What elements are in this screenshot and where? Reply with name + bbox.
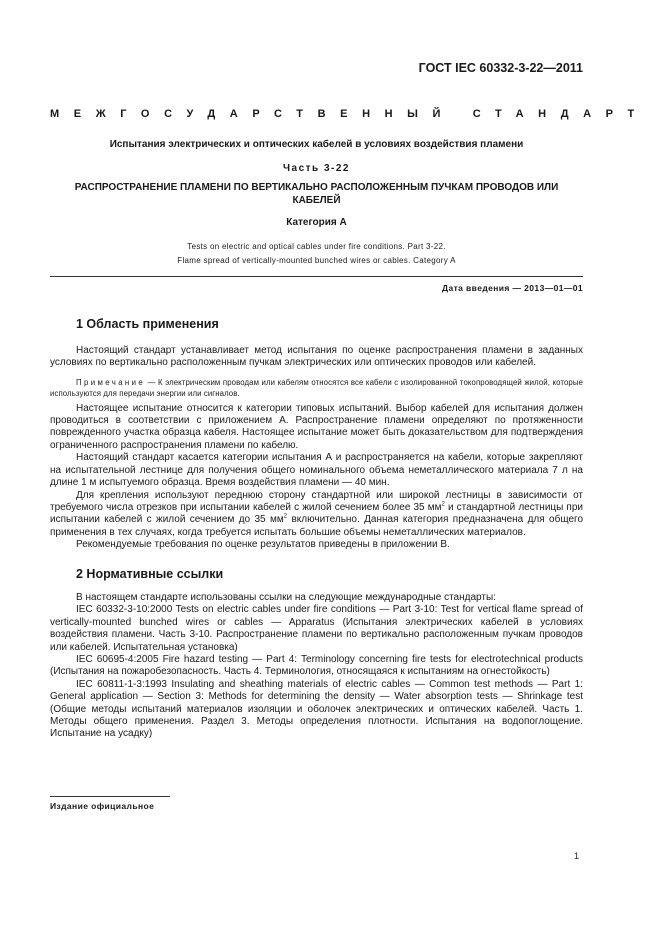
paragraph-4-part-a: Для крепления используют переднюю сторону стандартной или широкой лестницы в зависимости от требуемого числа отрезков при испытании кабелей с жилой сечением более 35 мм [50,489,583,513]
normative-reference-3: IEC 60811-1-3:1993 Insulating and sheathing materials of electric cables — Common test methods — Part 1: General application — Section 3: Methods for determining the density — Water absorption tests — Shrinkage test (Общие методы испытаний материалов изоляции и оболочек электрических и оптических кабелей. Часть 1. Методы общего применения. Раздел 3. Методы определения плотности. Испытания на водопоглощение. Испытание на усадку) [50,678,583,740]
normative-reference-1: IEC 60332-3-10:2000 Tests on electric cables under fire conditions — Part 3-10: Test for vertical flame spread of vertically-mounted bunched wires or cables — Apparatus (Испытания электрических кабелей в условиях воздействия пламени. Часть 3-10. Распространение пламени по вертикально расположенным пучкам проводов или кабелей. Испытательная установка) [50,604,583,653]
part-title: РАСПРОСТРАНЕНИЕ ПЛАМЕНИ ПО ВЕРТИКАЛЬНО РАСПОЛОЖЕННЫМ ПУЧКАМ ПРОВОДОВ ИЛИ КАБЕЛЕЙ [74,181,559,206]
footer-divider [50,796,170,797]
section-1-heading: 1 Область применения [76,317,219,332]
official-edition-label: Издание официальное [50,801,155,811]
note-label: Примечание [76,377,146,387]
section-1-paragraph-3: Настоящий стандарт касается категории испытания А и распространяется на кабели, которые закрепляют на испытательной лестнице для получения общего номинального объема неметаллического материала 7 л на длине 1 м испытуемого образца. Время воздействия пламени — 40 мин. [50,452,583,489]
section-1-paragraph-2: Настоящее испытание относится к категории типовых испытаний. Выбор кабелей для испытания должен проводиться в соответствии с приложением А. Распространение пламени определяют по протяженности поврежденного участка образца кабеля. Настоящее испытание может быть доказательством для подтверждения ограниченного распространения пламени по кабелю. [50,402,583,451]
english-title-line-1: Tests on electric and optical cables under fire conditions. Part 3-22. [187,242,446,252]
english-title-line-2: Flame spread of vertically-mounted bunched wires or cables. Category A [177,256,456,266]
page-number: 1 [574,851,580,861]
english-title [50,240,583,268]
standard-title: Испытания электрических и оптических кабелей в условиях воздействия пламени [109,138,524,150]
section-2-heading: 2 Нормативные ссылки [76,566,224,581]
note-text: — К электрическим проводам или кабелям относятся все кабели с изолированной токопроводящей жилой, которые используются для передачи энергии или сигналов. [50,377,583,398]
title-divider [50,276,583,277]
introduction-date: Дата введения — 2013—01—01 [442,283,583,294]
section-1-paragraph-5: Рекомендуемые требования по оценке результатов приведены в приложении В. [76,539,450,551]
interstate-standard-label: МЕЖГОСУДАРСТВЕННЫЙ СТАНДАРТ [50,108,649,121]
superscript-2: 2 [441,501,445,508]
superscript-2: 2 [283,513,288,520]
section-1-note [50,377,583,399]
part-number: Часть 3-22 [283,163,350,175]
paragraph-4-part-c: включительно. Данная категория предназначена для общего применения в тех случаях, когда требуется испытать большие объемы неметаллических материалов. [50,514,584,538]
category-label: Категория А [286,216,347,228]
section-1-paragraph-4 [50,490,583,540]
section-2-paragraph-1: В настоящем стандарте использованы ссылки на следующие международные стандарты: [76,591,496,603]
section-1-paragraph-1: Настоящий стандарт устанавливает метод испытания по оценке распространения пламени в заданных условиях по вертикально расположенным пучкам электрических или оптических проводов или кабелей. [50,344,583,369]
paragraph-4-part-b: и стандартной лестницы при испытании кабелей с жилой сечением до 35 мм [50,501,583,526]
normative-reference-2: IEC 60695-4:2005 Fire hazard testing — Part 4: Terminology concerning fire tests for electrotechnical products (Испытания на пожаробезопасность. Часть 4. Терминология, относящаяся к испытаниям на огнестойкость) [50,653,583,678]
standard-number: ГОСТ IEC 60332-3-22—2011 [418,61,583,75]
